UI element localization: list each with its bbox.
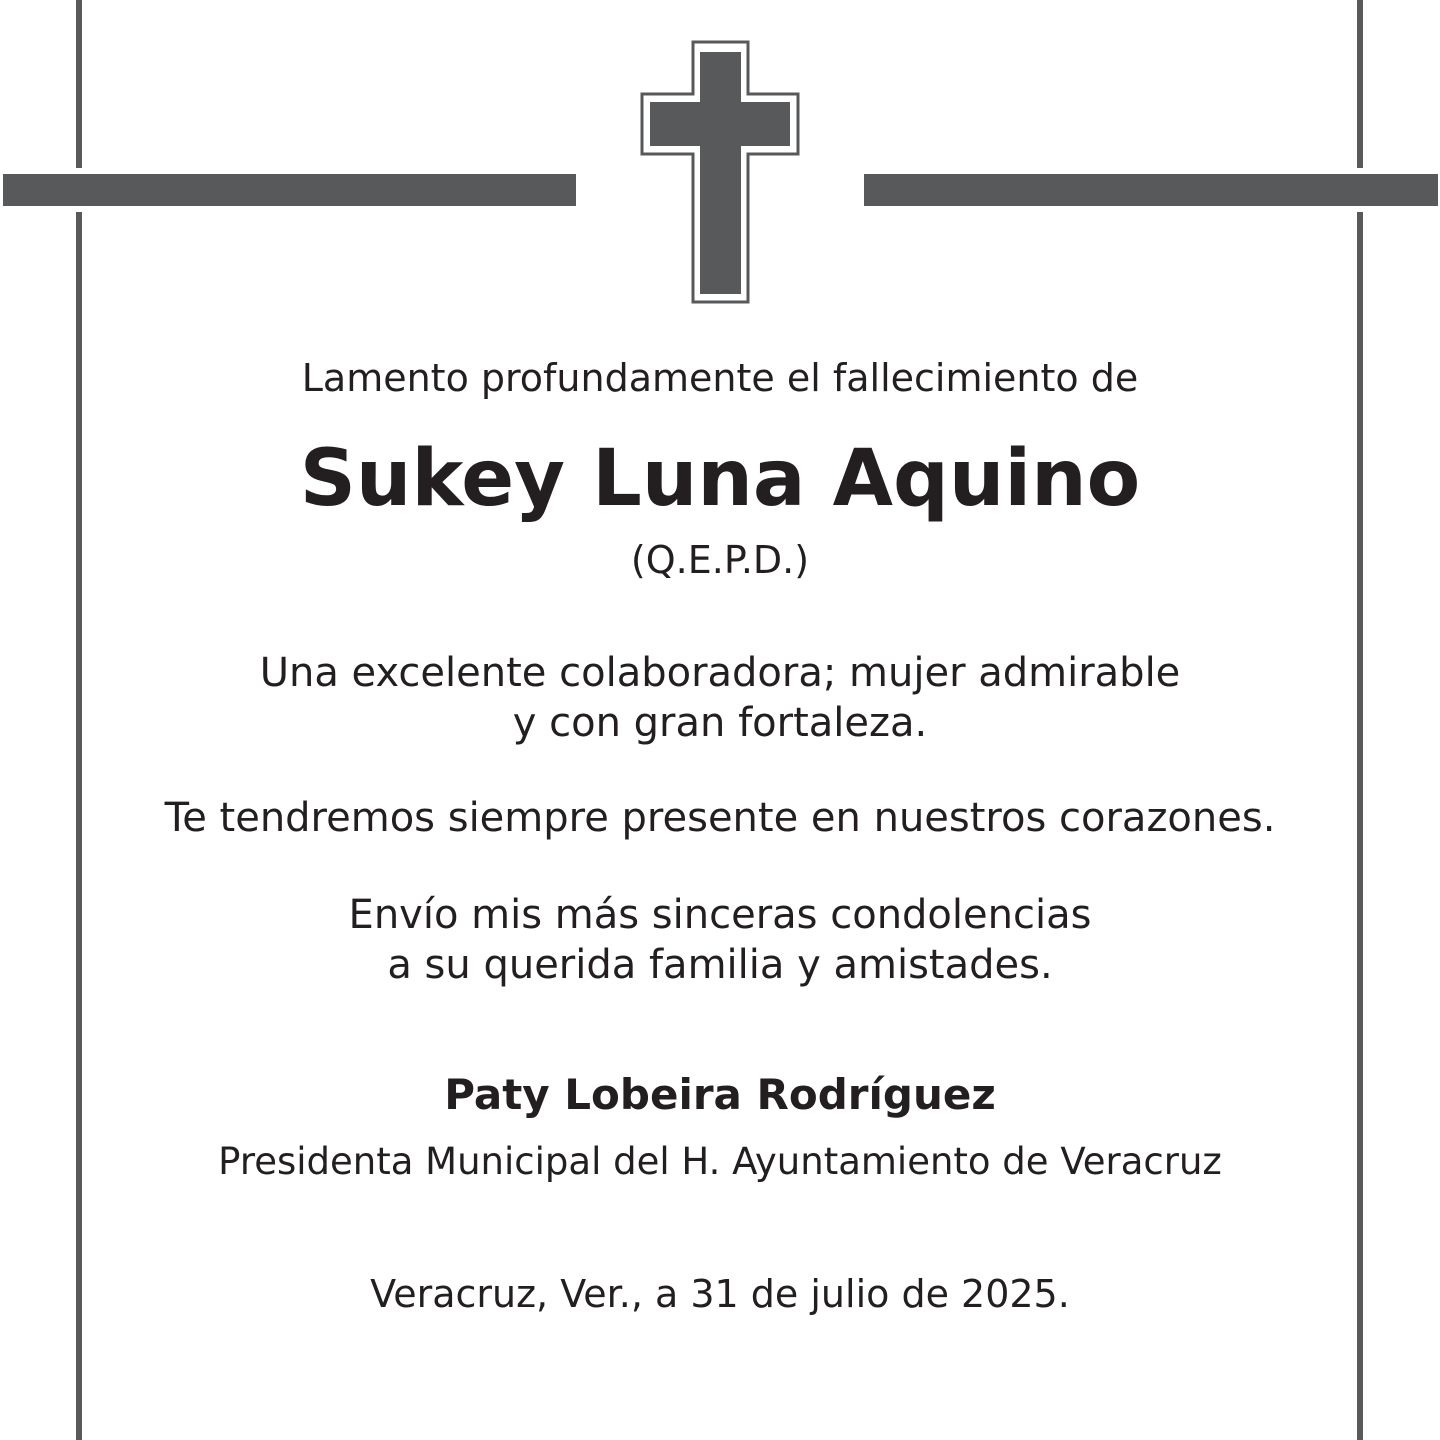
- signer-name: Paty Lobeira Rodríguez: [444, 1070, 996, 1119]
- deceased-name: Sukey Luna Aquino: [299, 434, 1141, 524]
- condolences-line-1: Envío mis más sinceras condolencias: [348, 892, 1092, 938]
- qepd-text: (Q.E.P.D.): [630, 538, 810, 582]
- signer-role: Presidenta Municipal del H. Ayuntamiento de Veracruz: [218, 1140, 1222, 1183]
- lead-text: Lamento profundamente el fallecimiento de: [301, 356, 1139, 400]
- tribute-line-2: y con gran fortaleza.: [512, 700, 928, 746]
- horizontal-bar-right: [864, 174, 1438, 206]
- tribute-line-1: Una excelente colaboradora; mujer admirable: [259, 650, 1181, 696]
- place-date: Veracruz, Ver., a 31 de julio de 2025.: [370, 1272, 1070, 1316]
- memory-text: Te tendremos siempre presente en nuestros corazones.: [164, 795, 1276, 841]
- frame-right-line-top: [1357, 0, 1363, 168]
- frame-left-line-top: [76, 0, 82, 168]
- horizontal-bar-left: [3, 174, 576, 206]
- condolences-line-2: a su querida familia y amistades.: [387, 942, 1053, 988]
- latin-cross-icon: [640, 40, 800, 304]
